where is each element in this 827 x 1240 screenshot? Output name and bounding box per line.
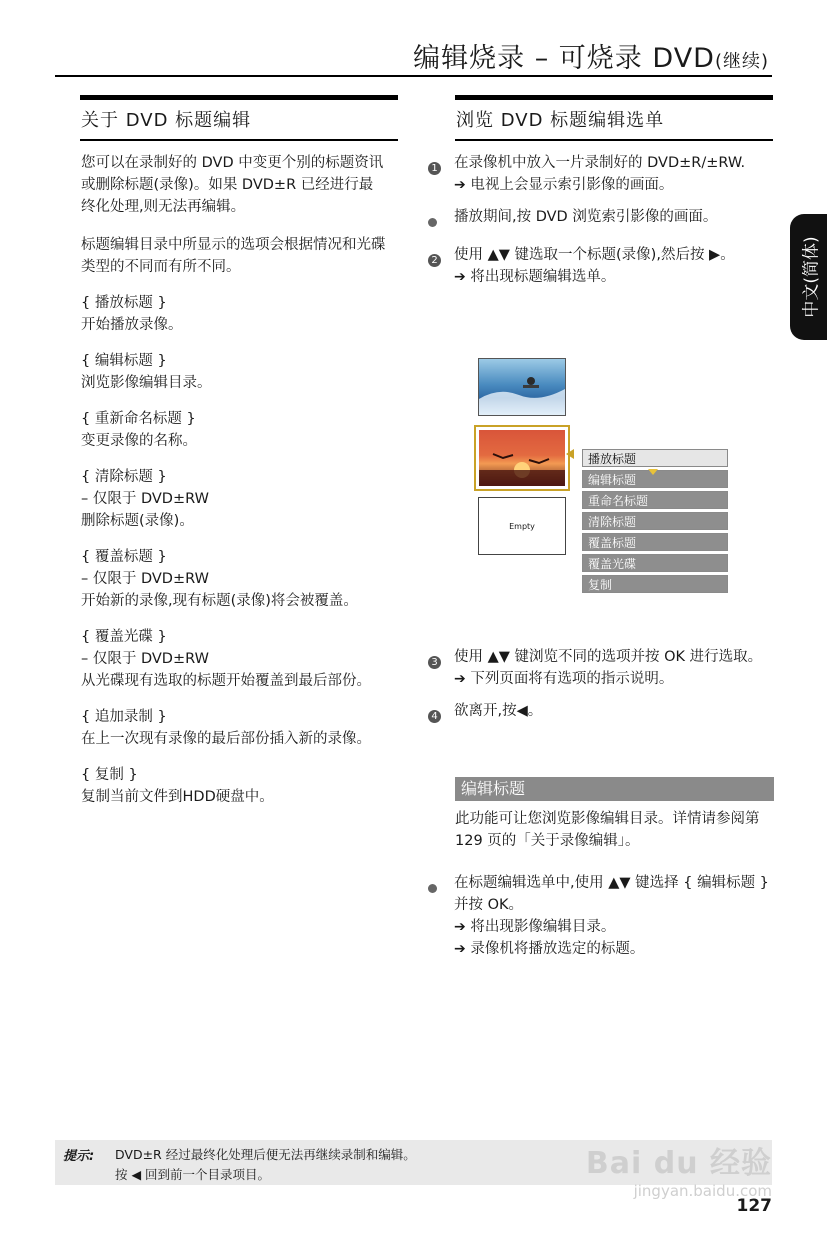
menu-item-copy[interactable]: 复制 (582, 575, 728, 593)
thumbnail-selected-frame[interactable] (474, 425, 570, 491)
language-label: 中文(简体) (801, 236, 821, 318)
tip-line: DVD±R 经过最终化处理后便无法再继续录制和编辑。 (115, 1147, 416, 1162)
sunset-image (479, 430, 565, 486)
arrow-right-icon: ➔ (454, 919, 466, 935)
option-label: { 播放标题 } (81, 295, 167, 311)
tip-label: 提示: (63, 1149, 95, 1164)
option-desc: 删除标题(录像)。 (81, 513, 194, 529)
edit-title-bullet (428, 872, 773, 960)
surfer-image (479, 359, 565, 415)
menu-item-overwrite-title[interactable]: 覆盖标题 (582, 533, 728, 551)
right-heading: 浏览 DVD 标题编辑选单 (456, 110, 665, 131)
option-copy (81, 764, 386, 808)
option-append-recording (81, 706, 386, 750)
watermark-url: jingyan.baidu.com (633, 1182, 772, 1200)
steps-bottom (428, 646, 773, 726)
arrow-right-icon: ➔ (454, 671, 466, 687)
arrow-right-icon: ➔ (454, 177, 466, 193)
empty-label: Empty (509, 521, 535, 531)
option-erase-title (81, 466, 386, 532)
step-text: 使用 ▲▼ 键选取一个标题(录像),然后按 ▶。 (454, 247, 735, 263)
option-edit-title (81, 350, 386, 394)
step-text: 在录像机中放入一片录制好的 DVD±R/±RW. (454, 155, 746, 171)
watermark-brand: Bai du 经验 (585, 1146, 772, 1181)
right-heading-rule-bottom (455, 139, 773, 141)
bullet-sub: 录像机将播放选定的标题。 (470, 941, 645, 957)
menu-item-rename-title[interactable]: 重命名标题 (582, 491, 728, 509)
option-desc: 浏览影像编辑目录。 (81, 375, 212, 391)
option-desc: 开始新的录像,现有标题(录像)将会被覆盖。 (81, 593, 358, 609)
option-label: { 重新命名标题 } (81, 411, 196, 427)
option-desc: – 仅限于 DVD±RW (81, 491, 209, 507)
option-overwrite-title (81, 546, 386, 612)
menu-down-caret-icon (648, 469, 658, 475)
option-label: { 追加录制 } (81, 709, 167, 725)
bullet-dot-icon (428, 884, 437, 893)
page-number: 127 (736, 1196, 772, 1216)
option-desc: 从光碟现有选取的标题开始覆盖到最后部份。 (81, 673, 371, 689)
option-desc: 变更录像的名称。 (81, 433, 197, 449)
step-3 (428, 646, 773, 690)
step-marker: 4 (428, 710, 441, 723)
left-body (81, 152, 386, 808)
step-marker: 1 (428, 162, 441, 175)
thumbnail-sunset (479, 430, 565, 486)
thumbnail-empty (478, 497, 566, 555)
step-bullet (428, 206, 773, 234)
step-marker: 2 (428, 254, 441, 267)
section-bar-edit-title: 编辑标题 (455, 777, 774, 801)
arrow-right-icon: ➔ (454, 941, 466, 957)
step-sub: 下列页面将有选项的指示说明。 (470, 671, 674, 687)
option-rename-title (81, 408, 386, 452)
left-note: 标题编辑目录中所显示的选项会根据情况和光碟类型的不同而有所不同。 (81, 237, 386, 275)
step-text: 使用 ▲▼ 键浏览不同的选项并按 OK 进行选取。 (454, 649, 763, 665)
page-title-main: 编辑烧录 – 可烧录 DVD (413, 43, 715, 74)
option-label: { 覆盖光碟 } (81, 629, 167, 645)
bullet-sub: 将出现影像编辑目录。 (470, 919, 616, 935)
option-desc: – 仅限于 DVD±RW (81, 651, 209, 667)
title-divider (55, 75, 772, 77)
thumbnail-surfer (478, 358, 566, 416)
steps-top (428, 152, 773, 288)
language-side-tab (790, 214, 827, 340)
option-desc: 在上一次现有录像的最后部份插入新的录像。 (81, 731, 371, 747)
page-title-suffix: (继续) (714, 51, 769, 72)
step-2 (428, 244, 773, 288)
tip-line: 按 ◀ 回到前一个目录项目。 (115, 1167, 271, 1182)
option-desc: 复制当前文件到HDD硬盘中。 (81, 789, 274, 805)
step-marker: 3 (428, 656, 441, 669)
option-label: { 清除标题 } (81, 469, 167, 485)
tip-body (115, 1145, 416, 1185)
bullet-dot-icon (428, 218, 437, 227)
step-text: 播放期间,按 DVD 浏览索引影像的画面。 (454, 209, 718, 225)
selection-pointer-icon (566, 449, 574, 459)
left-heading-rule-bottom (80, 139, 398, 141)
arrow-right-icon: ➔ (454, 269, 466, 285)
option-desc: 开始播放录像。 (81, 317, 183, 333)
left-heading-rule-top (80, 95, 398, 100)
baidu-watermark (586, 1138, 772, 1200)
left-intro: 您可以在录制好的 DVD 中变更个别的标题资讯或删除标题(录像)。如果 DVD±R 已经进行最终化处理,则无法再编辑。 (81, 155, 384, 215)
right-heading-rule-top (455, 95, 773, 100)
option-play-title (81, 292, 386, 336)
option-label: { 编辑标题 } (81, 353, 167, 369)
option-overwrite-disc (81, 626, 386, 692)
left-heading: 关于 DVD 标题编辑 (81, 110, 252, 131)
step-sub: 将出现标题编辑选单。 (470, 269, 616, 285)
step-sub: 电视上会显示索引影像的画面。 (470, 177, 674, 193)
step-text: 欲离开,按◀。 (454, 703, 543, 719)
section-text: 此功能可让您浏览影像编辑目录。详情请参阅第 129 页的「关于录像编辑」。 (455, 811, 760, 849)
menu-item-erase-title[interactable]: 清除标题 (582, 512, 728, 530)
step-4 (428, 700, 773, 726)
page-title (413, 36, 769, 75)
step-1 (428, 152, 773, 196)
option-label: { 复制 } (81, 767, 138, 783)
menu-item-play-title[interactable]: 播放标题 (582, 449, 728, 467)
bullet-text: 在标题编辑选单中,使用 ▲▼ 键选择 { 编辑标题 } 并按 OK。 (454, 875, 769, 913)
option-label: { 覆盖标题 } (81, 549, 167, 565)
menu-item-overwrite-disc[interactable]: 覆盖光碟 (582, 554, 728, 572)
menu-item-edit-title[interactable]: 编辑标题 (582, 470, 728, 488)
option-desc: – 仅限于 DVD±RW (81, 571, 209, 587)
